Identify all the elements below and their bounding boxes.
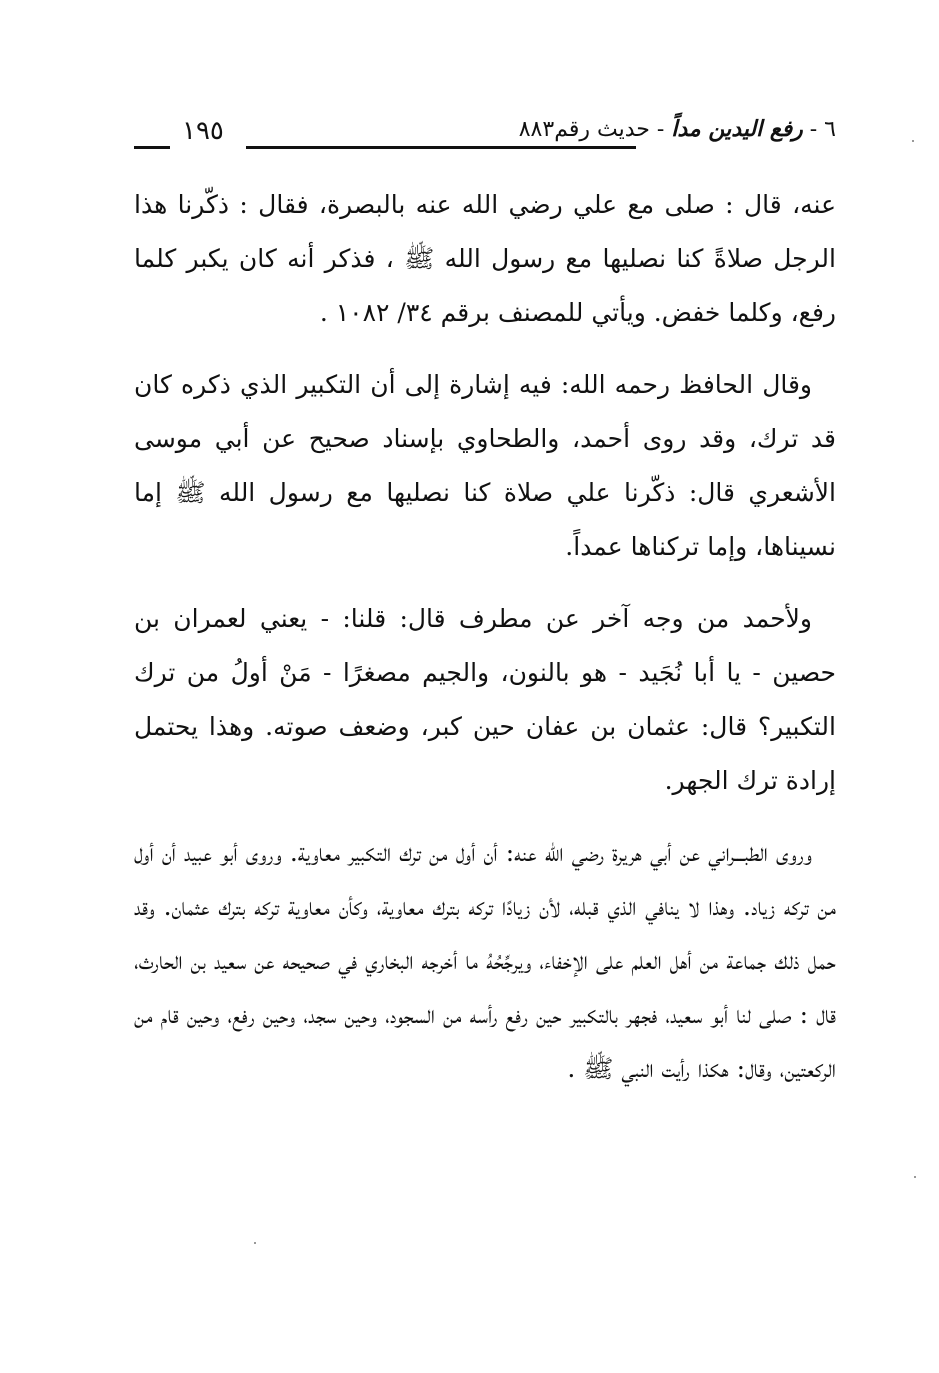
paragraph: عنه، قال : صلى مع علي رضي الله عنه بالبصرة، فقال : ذكّرنا هذا الرجل صلاةً كنا نصليها مع رسول الله ﷺ ، فذكر أنه كان يكبر كلما رفع، وكلما خفض. ويأتي للمصنف برقم ٣٤/ ١٠٨٢ . [134, 190, 836, 327]
header-rule [246, 146, 636, 149]
hadith-reference: - حديث رقم٨٨٣ [518, 117, 672, 142]
page-number-dash [134, 146, 170, 149]
paragraph: ولأحمد من وجه آخر عن مطرف قال: قلنا: - يعني لعمران بن حصين - يا أبا نُجَيد - هو بالنون، والجيم مصغرًا - مَنْ أولُ من ترك التكبير؟ قال: عثمان بن عفان حين كبر، وضعف صوته. وهذا يحتمل إرادة ترك الجهر. [134, 604, 836, 795]
scan-speck [254, 1242, 256, 1244]
paragraph: وقال الحافظ رحمه الله: فيه إشارة إلى أن التكبير الذي ذكره كان قد ترك، وقد روى أحمد، والطحاوي بإسناد صحيح عن أبي موسى الأشعري قال: ذكّرنا علي صلاة كنا نصليها مع رسول الله ﷺ إما نسيناها، وإما تركناها عمداً. [134, 370, 836, 561]
running-header [134, 112, 836, 156]
page-number: ١٩٥ [182, 116, 224, 146]
paragraph: وروى الطبـــراني عن أبي هريرة رضي الله عنه: أن أول من ترك التكبير معاوية. وروى أبو عبيد أن أول من تركه زياد. وهذا لا ينافي الذي قبله، لأن زيادًا تركه بترك معاوية، وكأن معاوية تركه بترك عثمان. وقد حمل ذلك جماعة من أهل العلم على الإخفاء، ويرجِّحُهُ ما أخرجه البخاري في صحيحه عن سعيد بن الحارث، قال : صلى لنا أبو سعيد، فجهر بالتكبير حين رفع رأسه من السجود، وحين سجد، وحين رفع، وحين قام من الركعتين، وقال: هكذا رأيت النبي ﷺ . [134, 838, 836, 1083]
scan-speck [914, 1176, 916, 1178]
body-text [134, 178, 836, 1114]
chapter-number: ٦ - [802, 117, 836, 142]
scan-speck [912, 140, 914, 142]
chapter-name: رفع اليدين مداً [671, 116, 803, 142]
chapter-title [519, 116, 836, 142]
